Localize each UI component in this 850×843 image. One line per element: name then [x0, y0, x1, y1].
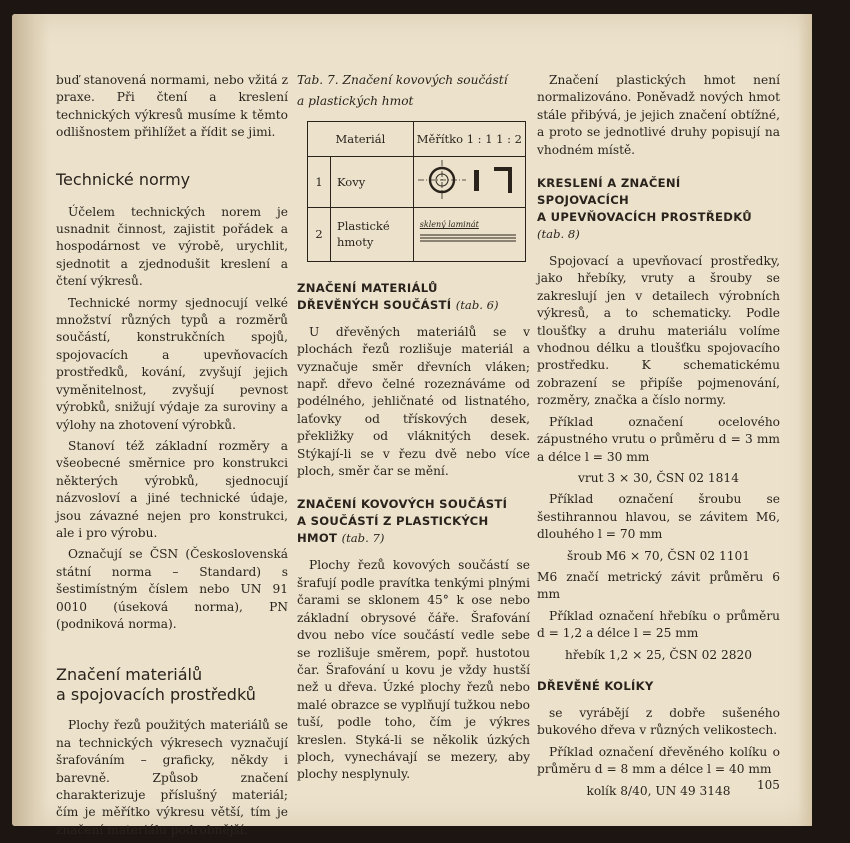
heading-text: HMOT: [297, 531, 338, 546]
plastic-laminate-icon: [420, 230, 516, 244]
example-text: Příklad označení ocelového zápustného vrutu o průměru d = 3 mm a délce l = 30 mm: [537, 414, 780, 464]
paragraph: Spojovací a upevňovací prostředky, jako hřebíky, vruty a šrouby se zakreslují jen v detailech výrobních výkresů, a to schematicky. Podle tloušťky a druhu materiálu volíme vhodnou délku a tloušťku spojovacího prostředku. K schematickému zobrazení se připíše pojmenování, rozměry, značka a číslo normy.: [537, 254, 780, 408]
table-reference: (tab. 6): [455, 297, 499, 312]
paragraph: Technické normy sjednocují velké množství různých typů a rozměrů součástí, konstrukčních spojů, spojovacích a upevňovacích prostředků, kování, zvyšují jejich vyměnitelnost, zvyšují pevnost výrobků, snižují výdaje za suroviny a výlohy na zhotovení výrobků.: [56, 295, 288, 432]
paragraph: se vyrábějí z dobře sušeného bukového dřeva v různých velikostech.: [537, 705, 780, 738]
section-heading-wood-line2: [297, 297, 530, 314]
example-code: vrut 3 × 30, ČSN 02 1814: [578, 470, 739, 485]
column-middle: [297, 72, 530, 788]
example-code: šroub M6 × 70, ČSN 02 1101: [566, 548, 750, 563]
section-heading-metal-line2: A SOUČÁSTÍ Z PLASTICKÝCH: [297, 514, 489, 529]
example-code: hřebík 1,2 × 25, ČSN 02 2820: [564, 647, 753, 662]
section-heading-fasteners-line2: SPOJOVACÍCH: [537, 193, 630, 208]
paragraph: Stanoví též základní rozměry a všeobecné směrnice pro konstrukci některých výrobků, sjednocují názvosloví a jiné technické údaje, jsou závazné nejen pro konstrukci, ale i pro výrobu.: [56, 438, 288, 540]
column-right: [537, 72, 780, 804]
table-row: [308, 207, 526, 261]
row-number: 1: [308, 156, 331, 207]
section-heading-technical-norms: Technické normy: [56, 169, 191, 189]
example-text: Příklad označení hřebíku o průměru d = 1,2 a délce l = 25 mm: [537, 608, 780, 641]
section-heading-metal-line3: [297, 530, 530, 547]
table-caption-line2: a plastických hmot: [297, 94, 414, 109]
paragraph: Označují se ČSN (Československá státní norma – Standard) s šestimístným číslem nebo UN 91 0010 (úseková norma), PN (podniková norma).: [56, 547, 288, 631]
table-reference: (tab. 7): [341, 531, 385, 546]
example-code: kolík 8/40, UN 49 3148: [586, 783, 731, 798]
row-material: Kovy: [331, 156, 414, 207]
section-heading-metal-line1: ZNAČENÍ KOVOVÝCH SOUČÁSTÍ: [297, 497, 508, 512]
page-gutter-shadow: [12, 14, 50, 826]
section-heading-dowels: DŘEVĚNÉ KOLÍKY: [537, 678, 654, 693]
section-heading-materials-line1: Značení materiálů: [56, 665, 203, 685]
column-left: [56, 72, 288, 843]
table-row: [308, 156, 526, 207]
section-heading-fasteners-line1: KRESLENÍ A ZNAČENÍ: [537, 176, 681, 191]
example-text: Příklad označení šroubu se šestihrannou hlavou, se závitem M6, dlouhého l = 70 mm: [537, 492, 780, 542]
paragraph: Plochy řezů kovových součástí se šrafují podle pravítka tenkými plnými čarami se sklonem 45° k ose nebo základní obrysové čáře. Šrafování dvou nebo více součástí vedle sebe se rozlišuje směrem, popř. hustotou čar. Šrafování u kovu je vždy hustší než u dřeva. Úzké plochy řezů nebo malé obrazce se vyplňují tužkou nebo tuší, podle toho, čím je výkres kreslen. Styká-li se několik úzkých ploch, vynechávají se mezery, aby plochy nesplynuly.: [297, 558, 530, 782]
table-header-material: Materiál: [308, 121, 414, 156]
heading-text: DŘEVĚNÝCH SOUČÁSTÍ: [297, 297, 452, 312]
table-caption-line1: Tab. 7. Značení kovových součástí: [297, 73, 508, 87]
table-header-scale: Měřítko 1 : 1 1 : 2: [413, 121, 525, 156]
paragraph: Plochy řezů použitých materiálů se na technických výkresech vyznačují šrafováním – graficky, někdy i barevně. Způsob značení charakterizuje příslušný materiál; čím je měřítko výkresu větší, tím je značení materiálu podrobnější.: [56, 718, 288, 837]
drawing-label: sklený laminát: [419, 220, 479, 230]
paragraph: buď stanovená normami, nebo vžitá z praxe. Při čtení a kreslení technických výkresů musíme k těmto odlišnostem přihlížet a řídit se jimi.: [56, 73, 288, 140]
paragraph: Účelem technických norem je usnadnit činnost, zajistit pořádek a hospodárnost ve výrobě, urychlit, sjednotit a zjednodušit kreslení a čtení výkresů.: [56, 204, 288, 289]
row-material: Plastické hmoty: [331, 207, 414, 261]
paragraph: U dřevěných materiálů se v plochách řezů rozlišuje materiál a vyznačuje směr dřevních vláken; např. dřevo čelné rozeznáváme od podélného, jehličnaté od listnatého, laťovky od třískových desek, překližky od vláknitých desek. Stýkají-li se v řezu dvě nebo více ploch, směr čar se mění.: [297, 324, 530, 479]
table-reference: (tab. 8): [537, 227, 580, 242]
row-number: 2: [308, 207, 331, 261]
page-edge-shadow: [798, 14, 812, 826]
paragraph: Značení plastických hmot není normalizováno. Poněvadž nových hmot stále přibývá, je jejich značení obtížné, a proto se jednotlivé druhy popisují na vhodném místě.: [537, 73, 780, 157]
metal-hatching-icon: [414, 157, 524, 203]
section-heading-wood-line1: ZNAČENÍ MATERIÁLŮ: [297, 280, 438, 295]
book-page: [12, 14, 812, 837]
section-heading-materials-line2: a spojovacích prostředků: [56, 685, 256, 705]
material-marking-table: [307, 121, 526, 262]
plastic-section-drawing: [413, 207, 525, 261]
metal-section-drawing: [413, 156, 525, 207]
section-heading-fasteners-line3: A UPEVŇOVACÍCH PROSTŘEDKŮ: [537, 210, 752, 225]
example-note: M6 značí metrický závit průměru 6 mm: [537, 569, 780, 602]
example-text: Příklad označení dřevěného kolíku o průměru d = 8 mm a délce l = 40 mm: [537, 744, 780, 777]
page-number: 105: [757, 778, 780, 792]
